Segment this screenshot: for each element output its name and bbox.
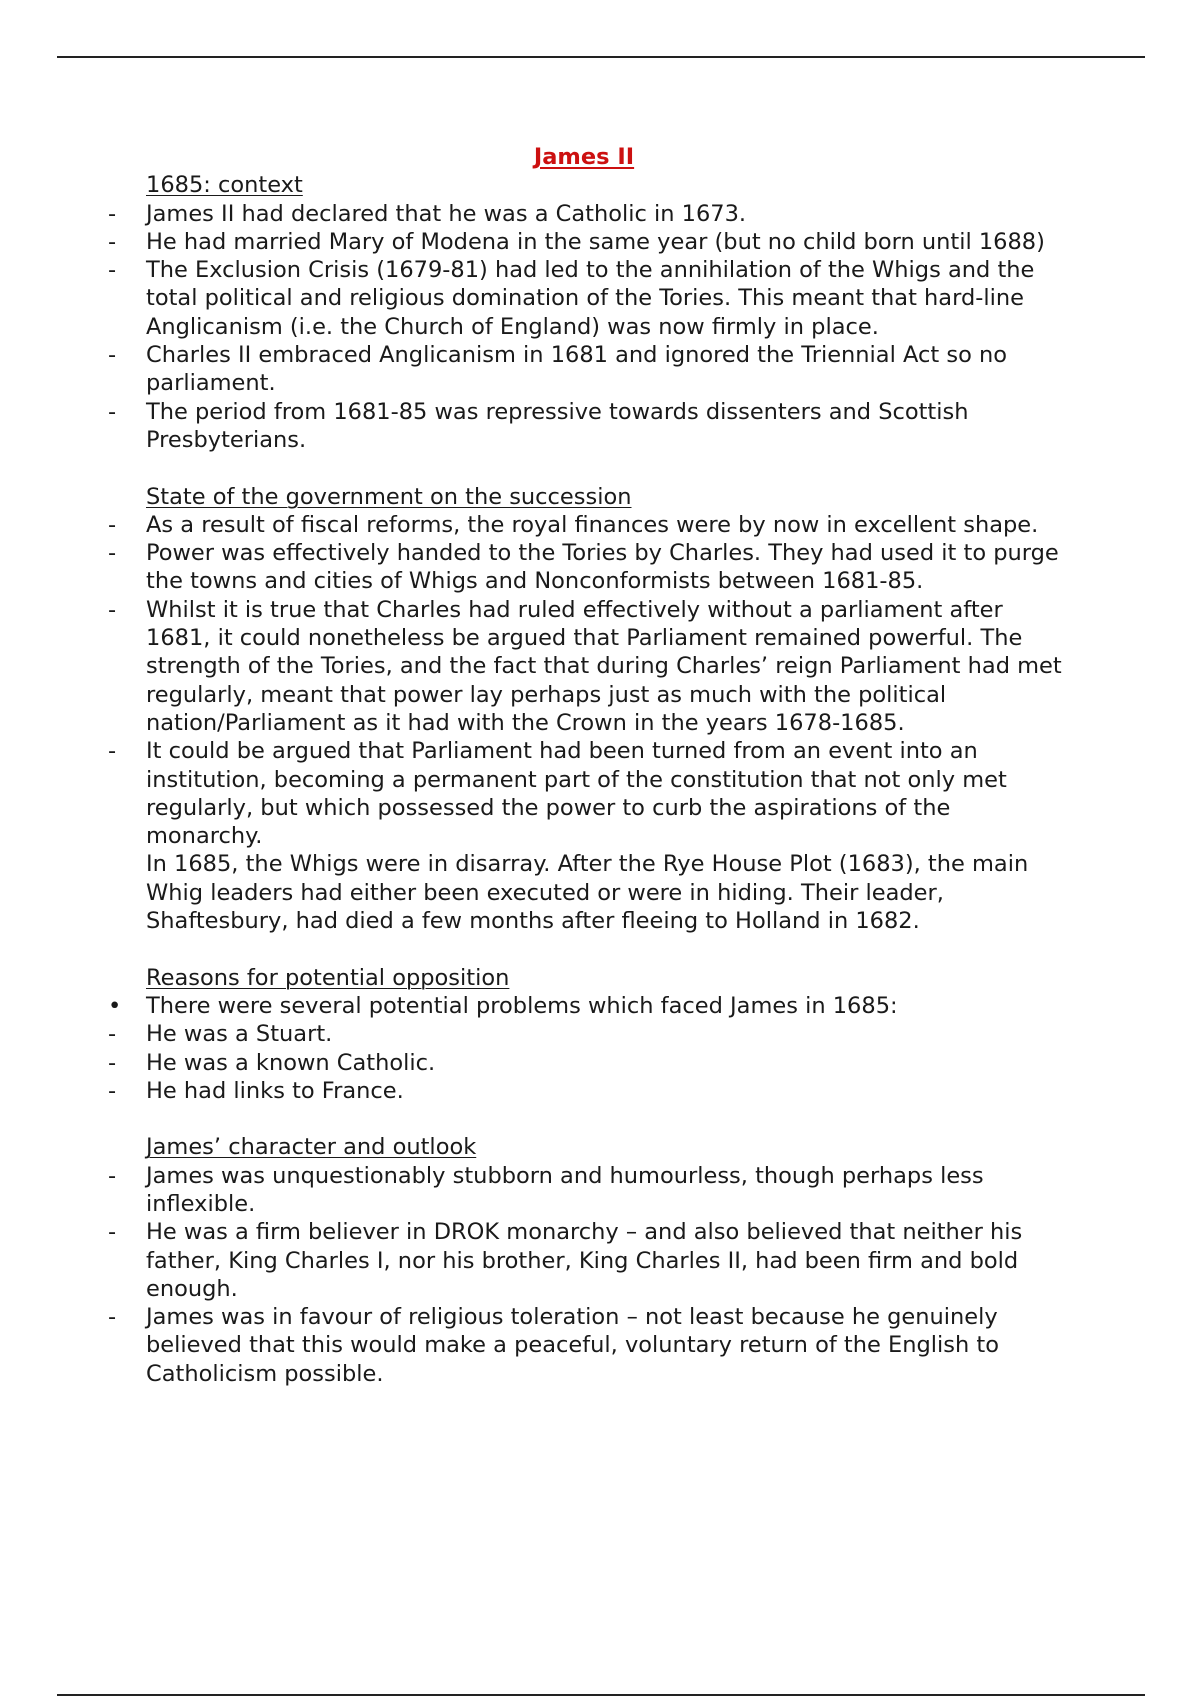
- dash-bullet: -: [108, 1304, 117, 1331]
- dash-bullet: -: [108, 228, 117, 255]
- section-character: [104, 1133, 1064, 1388]
- list-item-text: James was in favour of religious toleration – not least because he genuinely believed that this would make a peaceful, voluntary return of the English to Catholicism possible.: [146, 1304, 999, 1387]
- dot-bullet: •: [108, 992, 122, 1019]
- section-context: [104, 171, 1064, 454]
- list-item-text: There were several potential problems which faced James in 1685:: [146, 992, 898, 1019]
- list-item-text: James was unquestionably stubborn and humourless, though perhaps less inflexible.: [146, 1162, 984, 1217]
- bottom-rule: [57, 1694, 1145, 1696]
- list-item-text: Power was effectively handed to the Tories by Charles. They had used it to purge the towns and cities of Whigs and Nonconformists between 1681-85.: [146, 540, 1059, 595]
- section-government: [104, 483, 1064, 936]
- spacer: [104, 454, 1064, 482]
- dash-bullet: -: [108, 540, 117, 567]
- list-item-text: He had married Mary of Modena in the same year (but no child born until 1688): [146, 228, 1045, 255]
- list-item: [104, 596, 1064, 737]
- dash-bullet: -: [108, 738, 117, 765]
- list-item: [104, 1077, 1064, 1105]
- list-item-text: The Exclusion Crisis (1679-81) had led to the annihilation of the Whigs and the total political and religious domination of the Tories. This meant that hard-line Anglicanism (i.e. the Church of England) was now firmly in place.: [146, 257, 1035, 340]
- list-item: [104, 1218, 1064, 1303]
- dash-bullet: -: [108, 1049, 117, 1076]
- list-item: [104, 398, 1064, 455]
- list-item: [104, 341, 1064, 398]
- list-item-text: As a result of fiscal reforms, the royal finances were by now in excellent shape.: [146, 511, 1039, 538]
- section-heading: 1685: context: [146, 172, 303, 199]
- list-item: [104, 200, 1064, 228]
- list-item-text: He was a Stuart.: [146, 1021, 333, 1048]
- section-heading: State of the government on the succession: [146, 483, 632, 510]
- list-item-text: Charles II embraced Anglicanism in 1681 and ignored the Triennial Act so no parliament.: [146, 342, 1008, 397]
- list-item: [104, 1020, 1064, 1048]
- paragraph: In 1685, the Whigs were in disarray. After the Rye House Plot (1683), the main Whig leaders had either been executed or were in hiding. Their leader, Shaftesbury, had died a few months after fleeing to Holland in 1682.: [146, 851, 1029, 935]
- list-item-text: Whilst it is true that Charles had ruled effectively without a parliament after 1681, it could nonetheless be argued that Parliament remained powerful. The strength of the Tories, and the fact that during Charles’ reign Parliament had met regularly, meant that power lay perhaps just as much with the political nation/Parliament as it had with the Crown in the years 1678-1685.: [146, 596, 1062, 736]
- list-item-text: He was a known Catholic.: [146, 1049, 436, 1076]
- list-item-text: He had links to France.: [146, 1077, 404, 1104]
- dash-bullet: -: [108, 596, 117, 623]
- dash-bullet: -: [108, 511, 117, 538]
- list-item-text: It could be argued that Parliament had been turned from an event into an institution, becoming a permanent part of the constitution that not only met regularly, but which possessed the power to curb the aspirations of the monarchy.: [146, 738, 1007, 850]
- dash-bullet: -: [108, 200, 117, 227]
- dash-bullet: -: [108, 1077, 117, 1104]
- list-item: [104, 737, 1064, 850]
- section-heading: James’ character and outlook: [146, 1134, 477, 1161]
- list-item: [104, 1049, 1064, 1077]
- list-item: [104, 1303, 1064, 1388]
- list-item-text: He was a firm believer in DROK monarchy – and also believed that neither his father, King Charles I, nor his brother, King Charles II, had been firm and bold enough.: [146, 1219, 1023, 1302]
- list-item-text: The period from 1681-85 was repressive towards dissenters and Scottish Presbyterians.: [146, 398, 969, 453]
- list-item: [104, 539, 1064, 596]
- top-rule: [57, 56, 1145, 58]
- list-item: [104, 228, 1064, 256]
- list-item: [104, 992, 1064, 1020]
- dash-bullet: -: [108, 342, 117, 369]
- document-body: [104, 143, 1064, 1388]
- dash-bullet: -: [108, 398, 117, 425]
- spacer: [104, 1105, 1064, 1133]
- list-item: [104, 511, 1064, 539]
- list-item-text: James II had declared that he was a Catholic in 1673.: [146, 200, 747, 227]
- dash-bullet: -: [108, 257, 117, 284]
- dash-bullet: -: [108, 1162, 117, 1189]
- list-item: [104, 256, 1064, 341]
- section-heading: Reasons for potential opposition: [146, 964, 510, 991]
- dash-bullet: -: [108, 1219, 117, 1246]
- spacer: [104, 935, 1064, 963]
- dash-bullet: -: [108, 1021, 117, 1048]
- page-title: James II: [533, 144, 635, 170]
- section-opposition: [104, 964, 1064, 1105]
- list-item: [104, 1162, 1064, 1219]
